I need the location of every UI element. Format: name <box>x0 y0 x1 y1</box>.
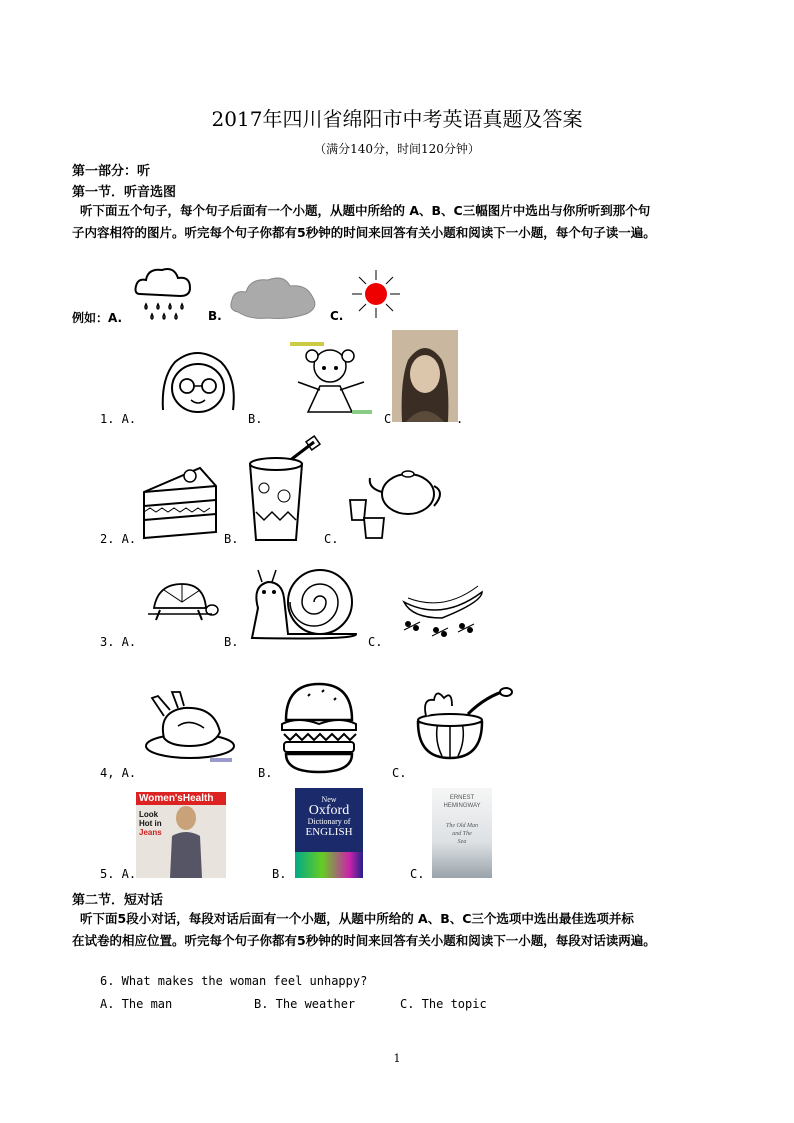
q2-label-b: B. <box>224 532 239 546</box>
section2-heading: 第二节．短对话 <box>72 893 164 908</box>
q1-label-c: C <box>384 412 392 426</box>
book-b-line-2: Oxford <box>308 803 350 818</box>
page-subtitle: （满分140分，时间120分钟） <box>314 142 480 156</box>
rain-cloud-icon <box>130 262 200 322</box>
magazine-line-3: Jeans <box>139 828 162 837</box>
q4-label-b: B. <box>258 766 273 780</box>
magazine-line-2: Hot in <box>139 819 162 828</box>
portrait-photo <box>392 330 458 422</box>
page-number: 1 <box>393 1052 401 1065</box>
cake-icon <box>140 462 220 542</box>
q5-label-c: C. <box>410 867 425 881</box>
soup-bowl-icon <box>412 686 512 768</box>
question-6-option-b: B. The weather <box>254 997 356 1011</box>
snail-icon <box>248 568 360 640</box>
book-c-line-5: Sea <box>457 839 467 845</box>
example-label-b: B. <box>208 309 222 323</box>
section2-instructions-2: 在试卷的相应位置。听完每个句子你都有5秒钟的时间来回答有关小题和阅读下一小题，每段对话读两遍。 <box>72 933 656 948</box>
oxford-dictionary-cover <box>295 788 363 878</box>
q4-label-c: C. <box>392 766 407 780</box>
cloud-icon <box>228 272 318 322</box>
book-b-line-1: New <box>321 795 337 804</box>
sun-icon <box>352 270 400 318</box>
q5-label-a: 5. A. <box>100 867 137 881</box>
q5-label-b: B. <box>272 867 287 881</box>
example-label-a: 例如：A. <box>72 311 123 325</box>
hemingway-book-cover <box>432 788 492 878</box>
q1-label-a: 1. A. <box>100 412 137 426</box>
bananas-ants-icon <box>398 578 488 640</box>
woman-face-icon <box>155 348 241 414</box>
section1-heading: 第一节．听音选图 <box>72 185 177 200</box>
q3-label-a: 3. A. <box>100 635 137 649</box>
section1-instructions-2: 子内容相符的图片。听完每个句子你都有5秒钟的时间来回答有关小题和阅读下一小题，每个句子读一遍。 <box>72 225 656 240</box>
q1-label-c-dot: . <box>456 412 464 426</box>
q4-label-a: 4, A. <box>100 766 137 780</box>
book-c-line-4: and The <box>452 831 472 837</box>
q2-label-a: 2. A. <box>100 532 137 546</box>
book-c-line-3: The Old Man <box>446 823 478 829</box>
roast-chicken-icon <box>144 688 238 768</box>
q3-label-c: C. <box>368 635 383 649</box>
q3-label-b: B. <box>224 635 239 649</box>
section1-instructions-1: 听下面五个句子，每个句子后面有一个小题，从题中所给的 A、B、C三幅图片中选出与你所听到那个句 <box>80 203 651 218</box>
book-b-line-3: Dictionary of <box>307 817 351 826</box>
section2-instructions-1: 听下面5段小对话，每段对话后面有一个小题，从题中所给的 A、B、C三个选项中选出最佳选项并标 <box>80 911 634 926</box>
magazine-line-1: Look <box>139 810 159 819</box>
drink-icon <box>244 438 324 544</box>
girl-cartoon-icon <box>290 342 376 422</box>
book-c-line-2: HEMINGWAY <box>443 803 481 809</box>
book-b-line-4: ENGLISH <box>305 826 353 838</box>
teapot-icon <box>346 468 448 540</box>
magazine-cover <box>136 792 226 878</box>
example-label-c: C. <box>330 309 344 323</box>
q1-label-b: B. <box>248 412 263 426</box>
question-6: 6. What makes the woman feel unhappy? <box>100 974 368 988</box>
part-heading: 第一部分：听 <box>72 164 151 179</box>
magazine-model-image <box>162 806 208 878</box>
turtle-icon <box>144 580 218 622</box>
question-6-option-a: A. The man <box>100 997 173 1011</box>
book-c-line-1: ERNEST <box>449 795 475 801</box>
page-title: 2017年四川省绵阳市中考英语真题及答案 <box>211 107 583 131</box>
question-6-option-c: C. The topic <box>400 997 487 1011</box>
q2-label-c: C. <box>324 532 339 546</box>
magazine-brand: Women'sHealth <box>136 792 226 805</box>
hamburger-icon <box>278 680 360 776</box>
